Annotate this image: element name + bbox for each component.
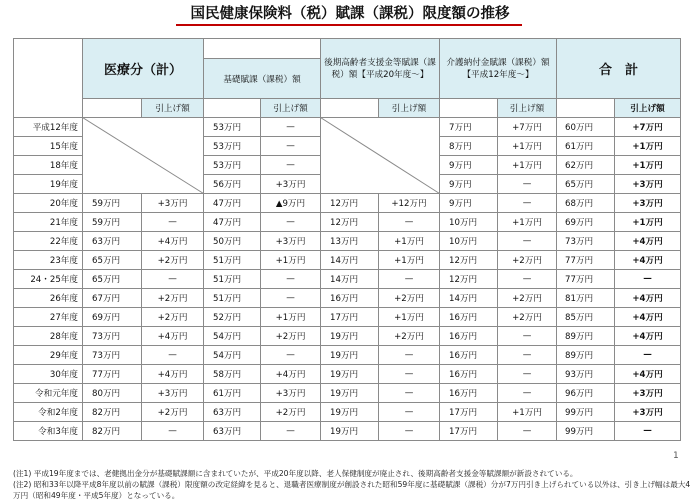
koki-increase: — [379, 365, 440, 384]
header-kiso-increase: 引上げ額 [261, 99, 321, 118]
header-grand-total: 合 計 [557, 39, 681, 99]
kaigo-increase: — [498, 175, 557, 194]
kaigo-increase: — [498, 365, 557, 384]
total-increase: — [615, 422, 681, 441]
diagonal-cell-koki [321, 118, 440, 194]
koki-increase: +12万円 [379, 194, 440, 213]
kaigo-amount: 16万円 [440, 308, 498, 327]
kaigo-amount: 16万円 [440, 365, 498, 384]
kiso-amount: 54万円 [204, 327, 261, 346]
total-amount: 81万円 [557, 289, 615, 308]
total-increase: +3万円 [615, 403, 681, 422]
table-row [14, 251, 681, 270]
kaigo-increase: +7万円 [498, 118, 557, 137]
table-row [14, 365, 681, 384]
koki-amount: 12万円 [321, 213, 379, 232]
koki-amount: 19万円 [321, 384, 379, 403]
koki-increase: — [379, 403, 440, 422]
kaigo-increase: +1万円 [498, 137, 557, 156]
total-increase: +4万円 [615, 327, 681, 346]
table-row [14, 308, 681, 327]
year-label: 30年度 [14, 365, 83, 384]
kaigo-amount: 9万円 [440, 156, 498, 175]
header-koki: 後期高齢者支援金等賦課（課税）額【平成20年度〜】 [321, 39, 440, 99]
total-increase: — [615, 346, 681, 365]
medical-amount: 69万円 [83, 308, 142, 327]
kiso-increase: — [261, 346, 321, 365]
medical-amount: 65万円 [83, 251, 142, 270]
kaigo-increase: +1万円 [498, 213, 557, 232]
kiso-increase: — [261, 137, 321, 156]
koki-increase: +2万円 [379, 327, 440, 346]
koki-increase: +1万円 [379, 308, 440, 327]
year-label: 18年度 [14, 156, 83, 175]
medical-increase: +2万円 [142, 251, 204, 270]
total-increase: +4万円 [615, 365, 681, 384]
kiso-increase: — [261, 156, 321, 175]
kiso-increase: ▲9万円 [261, 194, 321, 213]
total-increase: +1万円 [615, 156, 681, 175]
table-row [14, 384, 681, 403]
table-body [14, 118, 681, 441]
header-medical-amount [83, 99, 142, 118]
total-amount: 89万円 [557, 327, 615, 346]
kaigo-increase: +2万円 [498, 308, 557, 327]
header-medical-total: 医療分（計） [83, 39, 204, 99]
header-total-increase: 引上げ額 [615, 99, 681, 118]
kiso-amount: 52万円 [204, 308, 261, 327]
kiso-amount: 53万円 [204, 156, 261, 175]
kiso-increase: +3万円 [261, 232, 321, 251]
kaigo-increase: — [498, 384, 557, 403]
kaigo-increase: +2万円 [498, 251, 557, 270]
medical-amount: 82万円 [83, 403, 142, 422]
kiso-increase: +2万円 [261, 327, 321, 346]
kaigo-amount: 9万円 [440, 194, 498, 213]
kaigo-increase: — [498, 194, 557, 213]
table-row [14, 422, 681, 441]
header-kaigo-increase: 引上げ額 [498, 99, 557, 118]
koki-increase: — [379, 213, 440, 232]
total-amount: 93万円 [557, 365, 615, 384]
header-kaigo-amount [440, 99, 498, 118]
year-label: 22年度 [14, 232, 83, 251]
kiso-increase: +4万円 [261, 365, 321, 384]
year-label: 19年度 [14, 175, 83, 194]
koki-increase: — [379, 384, 440, 403]
kaigo-amount: 8万円 [440, 137, 498, 156]
total-increase: +4万円 [615, 289, 681, 308]
total-increase: +3万円 [615, 194, 681, 213]
year-label: 21年度 [14, 213, 83, 232]
kiso-amount: 61万円 [204, 384, 261, 403]
page-title: 国民健康保険料（税）賦課（課税）限度額の推移 [190, 6, 510, 22]
footnotes [13, 468, 693, 501]
total-increase: +4万円 [615, 251, 681, 270]
medical-amount: 73万円 [83, 327, 142, 346]
kaigo-amount: 16万円 [440, 384, 498, 403]
medical-increase: — [142, 270, 204, 289]
footnote-2: (注2) 昭和33年以降平成8年度以前の賦課（課税）限度額の改定経緯を見ると、退職者医療制度が創設された昭和59年度に基礎賦課（課税）分が7万円引き上げられている以外は、引き上げ幅は最大4万円（昭和49年度・平成5年度）となっている。 [13, 480, 691, 500]
koki-amount: 12万円 [321, 194, 379, 213]
kaigo-increase: +1万円 [498, 403, 557, 422]
kaigo-increase: +2万円 [498, 289, 557, 308]
year-label: 28年度 [14, 327, 83, 346]
year-label: 27年度 [14, 308, 83, 327]
total-amount: 60万円 [557, 118, 615, 137]
kaigo-increase: — [498, 270, 557, 289]
header-kiso: 基礎賦課（課税）額 [204, 59, 321, 99]
total-increase: +3万円 [615, 384, 681, 403]
header-medical-increase: 引上げ額 [142, 99, 204, 118]
kaigo-amount: 17万円 [440, 422, 498, 441]
total-increase: +4万円 [615, 308, 681, 327]
total-increase: +3万円 [615, 175, 681, 194]
total-amount: 73万円 [557, 232, 615, 251]
koki-amount: 14万円 [321, 270, 379, 289]
kiso-amount: 47万円 [204, 213, 261, 232]
year-label: 23年度 [14, 251, 83, 270]
medical-increase: +2万円 [142, 308, 204, 327]
header-kiso-amount [204, 99, 261, 118]
total-amount: 62万円 [557, 156, 615, 175]
year-label: 令和2年度 [14, 403, 83, 422]
table-row [14, 194, 681, 213]
kiso-amount: 51万円 [204, 289, 261, 308]
kaigo-amount: 9万円 [440, 175, 498, 194]
total-amount: 77万円 [557, 270, 615, 289]
kaigo-amount: 16万円 [440, 327, 498, 346]
table-row [14, 346, 681, 365]
kiso-amount: 51万円 [204, 270, 261, 289]
medical-amount: 77万円 [83, 365, 142, 384]
year-label: 平成12年度 [14, 118, 83, 137]
kaigo-increase: — [498, 327, 557, 346]
medical-amount: 59万円 [83, 213, 142, 232]
kiso-increase: +3万円 [261, 384, 321, 403]
kiso-increase: — [261, 422, 321, 441]
medical-amount: 65万円 [83, 270, 142, 289]
table-row [14, 403, 681, 422]
medical-increase: — [142, 422, 204, 441]
total-increase: +4万円 [615, 232, 681, 251]
total-amount: 99万円 [557, 422, 615, 441]
total-amount: 61万円 [557, 137, 615, 156]
total-amount: 99万円 [557, 403, 615, 422]
medical-increase: +4万円 [142, 327, 204, 346]
year-label: 15年度 [14, 137, 83, 156]
koki-amount: 19万円 [321, 422, 379, 441]
title-underline [176, 24, 522, 26]
kiso-increase: +1万円 [261, 308, 321, 327]
koki-increase: +1万円 [379, 232, 440, 251]
medical-amount: 80万円 [83, 384, 142, 403]
kiso-increase: — [261, 213, 321, 232]
year-label: 20年度 [14, 194, 83, 213]
koki-amount: 19万円 [321, 365, 379, 384]
koki-amount: 14万円 [321, 251, 379, 270]
kiso-amount: 51万円 [204, 251, 261, 270]
koki-amount: 19万円 [321, 403, 379, 422]
kaigo-increase: — [498, 346, 557, 365]
koki-amount: 19万円 [321, 346, 379, 365]
total-amount: 77万円 [557, 251, 615, 270]
kaigo-amount: 14万円 [440, 289, 498, 308]
kiso-amount: 63万円 [204, 403, 261, 422]
kiso-amount: 50万円 [204, 232, 261, 251]
kiso-amount: 53万円 [204, 118, 261, 137]
table-row [14, 118, 681, 137]
header-total-amount [557, 99, 615, 118]
kaigo-amount: 12万円 [440, 251, 498, 270]
koki-increase: — [379, 422, 440, 441]
medical-increase: — [142, 346, 204, 365]
kiso-amount: 53万円 [204, 137, 261, 156]
kiso-amount: 63万円 [204, 422, 261, 441]
total-amount: 65万円 [557, 175, 615, 194]
kaigo-amount: 17万円 [440, 403, 498, 422]
diagonal-cell-medical [83, 118, 204, 194]
table-row [14, 213, 681, 232]
kaigo-amount: 10万円 [440, 232, 498, 251]
year-label: 令和元年度 [14, 384, 83, 403]
year-label: 26年度 [14, 289, 83, 308]
kiso-increase: +3万円 [261, 175, 321, 194]
koki-increase: +1万円 [379, 251, 440, 270]
kiso-increase: — [261, 270, 321, 289]
kiso-amount: 54万円 [204, 346, 261, 365]
koki-amount: 13万円 [321, 232, 379, 251]
medical-increase: +3万円 [142, 194, 204, 213]
total-amount: 68万円 [557, 194, 615, 213]
kaigo-amount: 16万円 [440, 346, 498, 365]
page-number: 1 [673, 451, 679, 461]
header-koki-amount [321, 99, 379, 118]
kaigo-increase: +1万円 [498, 156, 557, 175]
kaigo-increase: — [498, 422, 557, 441]
medical-amount: 82万円 [83, 422, 142, 441]
medical-amount: 63万円 [83, 232, 142, 251]
medical-increase: +4万円 [142, 232, 204, 251]
koki-amount: 17万円 [321, 308, 379, 327]
medical-increase: +2万円 [142, 403, 204, 422]
koki-amount: 19万円 [321, 327, 379, 346]
total-increase: +7万円 [615, 118, 681, 137]
footnote-1: (注1) 平成19年度までは、老健拠出金分が基礎賦課額に含まれていたが、平成20年度以降、老人保健制度が廃止され、後期高齢者支援金等賦課額が新設されている。 [13, 469, 578, 478]
kiso-increase: +1万円 [261, 251, 321, 270]
medical-increase: — [142, 213, 204, 232]
medical-amount: 59万円 [83, 194, 142, 213]
koki-increase: — [379, 346, 440, 365]
kiso-amount: 58万円 [204, 365, 261, 384]
year-label: 29年度 [14, 346, 83, 365]
kaigo-amount: 7万円 [440, 118, 498, 137]
total-amount: 85万円 [557, 308, 615, 327]
kaigo-increase: — [498, 232, 557, 251]
medical-increase: +3万円 [142, 384, 204, 403]
total-increase: +1万円 [615, 213, 681, 232]
total-increase: — [615, 270, 681, 289]
kiso-increase: +2万円 [261, 403, 321, 422]
header-koki-increase: 引上げ額 [379, 99, 440, 118]
medical-increase: +4万円 [142, 365, 204, 384]
total-amount: 89万円 [557, 346, 615, 365]
kiso-increase: — [261, 118, 321, 137]
total-amount: 96万円 [557, 384, 615, 403]
koki-amount: 16万円 [321, 289, 379, 308]
year-label: 令和3年度 [14, 422, 83, 441]
total-amount: 69万円 [557, 213, 615, 232]
medical-amount: 73万円 [83, 346, 142, 365]
total-increase: +1万円 [615, 137, 681, 156]
header-kaigo: 介護納付金賦課（課税）額【平成12年度〜】 [440, 39, 557, 99]
medical-amount: 67万円 [83, 289, 142, 308]
table-row [14, 289, 681, 308]
corner-cell [14, 39, 83, 118]
year-label: 24・25年度 [14, 270, 83, 289]
kiso-amount: 56万円 [204, 175, 261, 194]
kaigo-amount: 10万円 [440, 213, 498, 232]
header-kiso-blank [204, 39, 321, 59]
limit-history-table [13, 38, 681, 441]
kiso-amount: 47万円 [204, 194, 261, 213]
kaigo-amount: 12万円 [440, 270, 498, 289]
koki-increase: +2万円 [379, 289, 440, 308]
table-row [14, 232, 681, 251]
koki-increase: — [379, 270, 440, 289]
medical-increase: +2万円 [142, 289, 204, 308]
table-row [14, 270, 681, 289]
kiso-increase: — [261, 289, 321, 308]
table-row [14, 327, 681, 346]
